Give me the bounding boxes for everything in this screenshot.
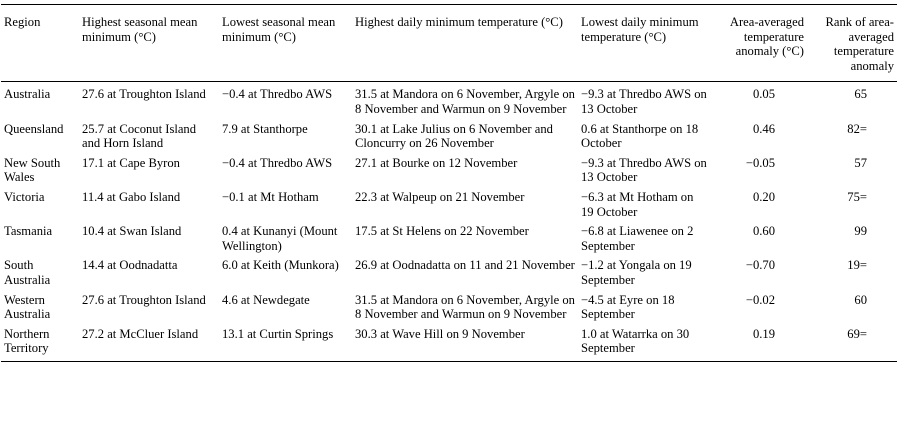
cell-highest-daily-minimum: 31.5 at Mandora on 6 November, Argyle on 8 November and Warmun on 9 November	[355, 292, 575, 322]
cell-region: Victoria	[4, 189, 45, 204]
header-rank-of-anomaly: Rank of area-averaged temperature anomaly	[807, 5, 897, 82]
cell-highest-daily-minimum: 17.5 at St Helens on 22 November	[355, 224, 529, 239]
table-row-western-australia	[1, 290, 897, 324]
cell-lowest-seasonal-mean-minimum: 13.1 at Curtin Springs	[219, 324, 352, 362]
table-row-south-australia	[1, 255, 897, 289]
cell-highest-seasonal-mean-minimum: 11.4 at Gabo Island	[82, 189, 181, 204]
cell-highest-seasonal-mean-minimum: 27.6 at Troughton Island	[82, 292, 206, 307]
cell-highest-seasonal-mean-minimum: 14.4 at Oodnadatta	[82, 258, 178, 273]
cell-lowest-daily-minimum: −1.2 at Yongala on 19 September	[581, 258, 692, 287]
cell-rank-of-anomaly: 75=	[847, 189, 867, 204]
cell-region: Queensland	[4, 121, 64, 136]
cell-lowest-daily-minimum: −9.3 at Thredbo AWS on 13 October	[581, 87, 707, 116]
cell-highest-daily-minimum: 30.1 at Lake Julius on 6 November and Cloncurry on 26 November	[355, 121, 553, 151]
cell-lowest-daily-minimum: 1.0 at Watarrka on 30 September	[578, 324, 711, 362]
cell-highest-daily-minimum: 31.5 at Mandora on 6 November, Argyle on 8 November and Warmun on 9 November	[355, 87, 575, 116]
table-row-victoria	[1, 187, 897, 221]
cell-area-averaged-anomaly: −0.05	[745, 155, 775, 170]
cell-highest-seasonal-mean-minimum: 10.4 at Swan Island	[82, 224, 182, 239]
table-row-northern-territory	[1, 324, 897, 362]
cell-region: Northern Territory	[1, 324, 79, 362]
cell-highest-daily-minimum: 26.9 at Oodnadatta on 11 and 21 November	[355, 258, 575, 273]
header-lowest-seasonal-mean-minimum: Lowest seasonal mean minimum (°C)	[219, 5, 352, 82]
header-highest-seasonal-mean-minimum: Highest seasonal mean minimum (°C)	[79, 5, 219, 82]
cell-lowest-daily-minimum: −9.3 at Thredbo AWS on 13 October	[581, 155, 707, 185]
cell-rank-of-anomaly: 99	[854, 224, 867, 239]
cell-lowest-seasonal-mean-minimum: −0.4 at Thredbo AWS	[222, 155, 333, 170]
header-area-averaged-anomaly: Area-averaged temperature anomaly (°C)	[711, 5, 807, 82]
cell-rank-of-anomaly: 69=	[807, 324, 897, 362]
cell-rank-of-anomaly: 19=	[847, 258, 867, 273]
cell-region: New South Wales	[4, 155, 61, 185]
cell-lowest-seasonal-mean-minimum: 7.9 at Stanthorpe	[222, 121, 308, 136]
cell-rank-of-anomaly: 65	[854, 87, 867, 102]
cell-lowest-daily-minimum: −6.3 at Mt Hotham on 19 October	[581, 189, 694, 219]
cell-lowest-daily-minimum: −6.8 at Liawenee on 2 September	[581, 224, 694, 253]
cell-lowest-seasonal-mean-minimum: −0.4 at Thredbo AWS	[222, 87, 333, 102]
cell-lowest-seasonal-mean-minimum: 0.4 at Kunanyi (Mount Wellington)	[222, 224, 338, 253]
cell-highest-seasonal-mean-minimum: 27.2 at McCluer Island	[79, 324, 219, 362]
table-row-australia	[1, 82, 897, 119]
header-highest-daily-minimum: Highest daily minimum temperature (°C)	[352, 5, 578, 82]
cell-region: Tasmania	[4, 224, 53, 239]
cell-area-averaged-anomaly: 0.19	[711, 324, 807, 362]
cell-lowest-daily-minimum: −4.5 at Eyre on 18 September	[581, 292, 675, 322]
temperature-table	[1, 4, 897, 362]
cell-rank-of-anomaly: 82=	[847, 121, 867, 136]
cell-lowest-seasonal-mean-minimum: 6.0 at Keith (Munkora)	[222, 258, 339, 273]
table-row-new-south-wales	[1, 153, 897, 187]
cell-lowest-seasonal-mean-minimum: 4.6 at Newdegate	[222, 292, 310, 307]
cell-area-averaged-anomaly: 0.46	[752, 121, 775, 136]
cell-rank-of-anomaly: 60	[854, 292, 867, 307]
cell-lowest-daily-minimum: 0.6 at Stanthorpe on 18 October	[581, 121, 699, 151]
cell-area-averaged-anomaly: 0.60	[752, 224, 775, 239]
cell-area-averaged-anomaly: −0.70	[745, 258, 775, 273]
cell-highest-seasonal-mean-minimum: 25.7 at Coconut Island and Horn Island	[82, 121, 197, 151]
cell-region: Australia	[4, 87, 51, 102]
cell-area-averaged-anomaly: 0.05	[752, 87, 775, 102]
cell-highest-seasonal-mean-minimum: 17.1 at Cape Byron	[82, 155, 180, 170]
cell-lowest-seasonal-mean-minimum: −0.1 at Mt Hotham	[222, 189, 319, 204]
cell-highest-seasonal-mean-minimum: 27.6 at Troughton Island	[82, 87, 206, 102]
cell-region: South Australia	[4, 258, 51, 287]
header-lowest-daily-minimum: Lowest daily minimum temperature (°C)	[578, 5, 711, 82]
cell-highest-daily-minimum: 22.3 at Walpeup on 21 November	[355, 189, 525, 204]
cell-area-averaged-anomaly: −0.02	[745, 292, 775, 307]
cell-rank-of-anomaly: 57	[854, 155, 867, 170]
cell-area-averaged-anomaly: 0.20	[752, 189, 775, 204]
cell-region: Western Australia	[4, 292, 51, 322]
header-region: Region	[1, 5, 79, 82]
table-row-queensland	[1, 119, 897, 153]
cell-highest-daily-minimum: 30.3 at Wave Hill on 9 November	[352, 324, 578, 362]
table-row-tasmania	[1, 221, 897, 255]
cell-highest-daily-minimum: 27.1 at Bourke on 12 November	[355, 155, 518, 170]
table-header-row	[1, 5, 897, 82]
